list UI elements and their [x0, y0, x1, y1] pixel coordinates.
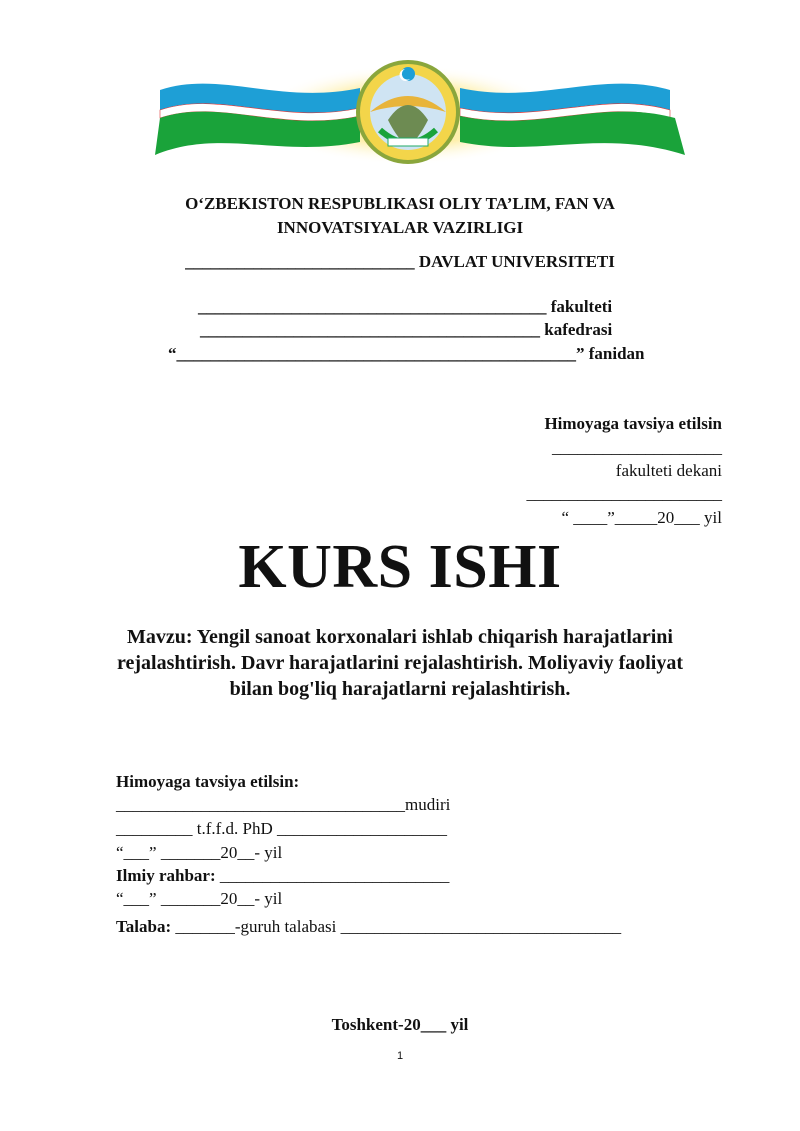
state-emblem-flag-icon	[130, 60, 690, 165]
department-line	[200, 320, 612, 340]
approval-top-date-line: _______________________	[526, 484, 722, 503]
approval-bottom-heading: Himoyaga tavsiya etilsin:	[116, 772, 300, 791]
degree-line: _________ t.f.f.d. PhD ____________________	[116, 819, 448, 838]
subject-open-quote: “	[168, 344, 177, 363]
student-line	[116, 917, 621, 937]
faculty-label: fakulteti	[550, 297, 613, 316]
topic-line-3: bilan bog'liq harajatlarni rejalashtirish.	[229, 678, 571, 700]
student-group-blank: _______-guruh talabasi _________________________________	[175, 917, 622, 936]
ministry-line-2: INNOVATSIYALAR VAZIRLIGI	[276, 218, 524, 237]
advisor-blank: ___________________________	[219, 866, 450, 885]
approval-top-role: fakulteti dekani	[615, 461, 722, 480]
approval-top-date: “ ____”_____20___ yil	[561, 508, 722, 527]
document-title: KURS ISHI	[238, 533, 562, 601]
approval-date-1: “___” _______20__- yil	[116, 843, 283, 862]
approval-date-2: “___” _______20__- yil	[116, 889, 283, 908]
department-blank: ________________________________________	[200, 320, 540, 339]
student-label: Talaba:	[116, 917, 172, 936]
faculty-blank: _________________________________________	[198, 297, 547, 316]
approval-top-heading: Himoyaga tavsiya etilsin	[544, 414, 722, 433]
department-head-line	[116, 795, 450, 815]
university-blank: ___________________________	[185, 252, 415, 271]
advisor-label: Ilmiy rahbar:	[116, 866, 216, 885]
approval-top-signature-line: ____________________	[552, 438, 722, 457]
faculty-line	[198, 297, 612, 317]
university-name: DAVLAT UNIVERSITETI	[418, 252, 615, 271]
department-label: kafedrasi	[544, 320, 613, 339]
city-year: Toshkent-20___ yil	[331, 1015, 469, 1034]
subject-line	[168, 344, 645, 364]
topic-line-1: Mavzu: Yengil sanoat korxonalari ishlab chiqarish harajatlarini	[127, 626, 673, 648]
ministry-line-1: O‘ZBEKISTON RESPUBLIKASI OLIY TA’LIM, FAN VA	[185, 194, 615, 213]
advisor-line	[116, 866, 449, 886]
department-head-role: mudiri	[405, 795, 451, 814]
topic-line-2: rejalashtirish. Davr harajatlarini rejalashtirish. Moliyaviy faoliyat	[116, 652, 684, 674]
university-line	[0, 252, 800, 272]
page-number: 1	[396, 1050, 404, 1062]
department-head-blank: __________________________________	[116, 795, 405, 814]
subject-blank: _______________________________________________	[176, 344, 576, 363]
subject-label: ” fanidan	[576, 344, 645, 363]
